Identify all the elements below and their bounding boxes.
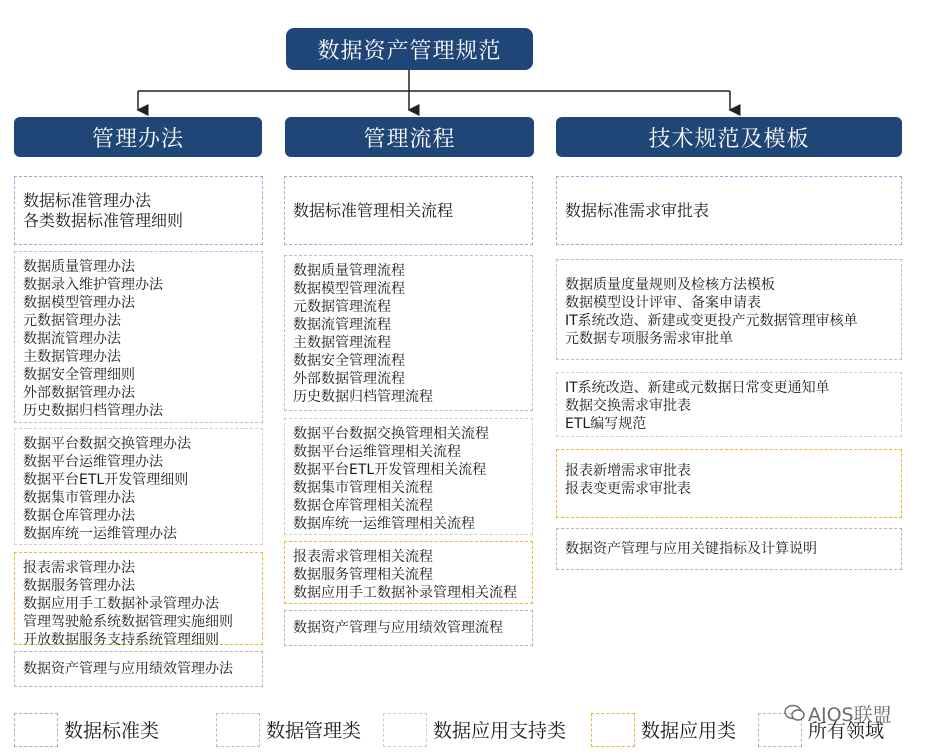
page-title: 数据资产管理规范 bbox=[286, 28, 533, 70]
box-line: 历史数据归档管理办法 bbox=[23, 403, 163, 419]
box-line: 数据模型管理办法 bbox=[23, 295, 135, 311]
box-line: 数据资产管理与应用关键指标及计算说明 bbox=[565, 541, 817, 557]
box-line: 管理驾驶舱系统数据管理实施细则 bbox=[23, 614, 233, 630]
box-line: 数据服务管理相关流程 bbox=[293, 567, 433, 583]
legend-swatch-standard bbox=[14, 713, 58, 747]
box-line: 报表需求管理相关流程 bbox=[293, 549, 433, 565]
box-line: 数据仓库管理办法 bbox=[23, 508, 135, 524]
box-line: IT系统改造、新建或变更投产元数据管理审核单 bbox=[565, 313, 858, 329]
legend-label-management: 数据管理类 bbox=[266, 720, 362, 742]
box-col2-data-management bbox=[284, 255, 533, 411]
watermark-text: AIOS联盟 bbox=[808, 704, 892, 726]
legend-swatch-app-support bbox=[383, 713, 427, 747]
box-line: 数据应用手工数据补录管理办法 bbox=[23, 596, 219, 612]
legend-label-app-support: 数据应用支持类 bbox=[433, 720, 567, 742]
box-line: 数据质量管理办法 bbox=[23, 259, 135, 275]
box-line: 外部数据管理流程 bbox=[293, 371, 405, 387]
box-line: 报表新增需求审批表 bbox=[565, 463, 691, 479]
box-line: 数据交换需求审批表 bbox=[565, 398, 691, 414]
box-line: 数据质量管理流程 bbox=[293, 263, 405, 279]
box-col2-app-support bbox=[284, 418, 533, 535]
box-line: 数据库统一运维管理办法 bbox=[23, 526, 177, 542]
box-line: 数据安全管理细则 bbox=[23, 367, 135, 383]
box-line: 元数据专项服务需求审批单 bbox=[565, 331, 733, 347]
box-line: 数据质量度量规则及检核方法模板 bbox=[565, 277, 775, 293]
box-line: 元数据管理办法 bbox=[23, 313, 121, 329]
box-line: 数据仓库管理相关流程 bbox=[293, 498, 433, 514]
box-col3-standard bbox=[556, 176, 902, 245]
box-col3-app-support bbox=[556, 372, 902, 437]
box-col3-data-application bbox=[556, 449, 902, 518]
box-col1-data-application bbox=[14, 552, 263, 648]
box-line: ETL编写规范 bbox=[565, 416, 647, 432]
box-line: 外部数据管理办法 bbox=[23, 385, 135, 401]
box-line: 数据安全管理流程 bbox=[293, 353, 405, 369]
box-line: 数据模型设计评审、备案申请表 bbox=[565, 295, 761, 311]
box-line: 报表需求管理办法 bbox=[23, 560, 135, 576]
box-col1-data-management bbox=[14, 251, 263, 423]
box-line: 数据应用手工数据补录管理相关流程 bbox=[293, 585, 517, 601]
legend-label-all-domains: 所有领域 bbox=[808, 720, 885, 742]
column-heading-management-methods: 管理办法 bbox=[14, 117, 262, 157]
box-line: 主数据管理办法 bbox=[23, 349, 121, 365]
legend-swatch-application bbox=[591, 713, 635, 747]
box-col1-all-domains bbox=[14, 651, 263, 687]
box-line: 数据流管理流程 bbox=[293, 317, 391, 333]
box-line: 各类数据标准管理细则 bbox=[23, 210, 184, 230]
box-line: 数据集市管理相关流程 bbox=[293, 480, 433, 496]
box-col2-all-domains bbox=[284, 610, 533, 646]
box-line: IT系统改造、新建或元数据日常变更通知单 bbox=[565, 380, 830, 396]
box-line: 数据平台ETL开发管理相关流程 bbox=[293, 462, 487, 478]
box-line: 数据标准管理相关流程 bbox=[293, 200, 454, 220]
box-line: 元数据管理流程 bbox=[293, 299, 391, 315]
box-line: 历史数据归档管理流程 bbox=[293, 389, 433, 405]
box-line: 数据平台运维管理办法 bbox=[23, 454, 163, 470]
box-col3-data-management bbox=[556, 259, 902, 360]
legend-label-standard: 数据标准类 bbox=[64, 720, 160, 742]
column-heading-management-process: 管理流程 bbox=[285, 117, 534, 157]
box-line: 主数据管理流程 bbox=[293, 335, 391, 351]
box-line: 数据库统一运维管理相关流程 bbox=[293, 516, 475, 532]
legend-label-application: 数据应用类 bbox=[641, 720, 737, 742]
box-line: 数据标准需求审批表 bbox=[565, 200, 710, 220]
box-line: 数据模型管理流程 bbox=[293, 281, 405, 297]
box-line: 数据平台ETL开发管理细则 bbox=[23, 472, 189, 488]
wechat-icon bbox=[784, 703, 806, 723]
box-line: 数据平台数据交换管理相关流程 bbox=[293, 426, 489, 442]
box-col1-standard bbox=[14, 176, 263, 245]
box-line: 数据服务管理办法 bbox=[23, 578, 135, 594]
column-heading-tech-specs: 技术规范及模板 bbox=[556, 117, 902, 157]
box-col3-all-domains bbox=[556, 528, 902, 570]
box-line: 数据平台数据交换管理办法 bbox=[23, 436, 191, 452]
box-line: 数据标准管理办法 bbox=[23, 190, 152, 210]
box-line: 数据流管理办法 bbox=[23, 331, 121, 347]
box-line: 开放数据服务支持系统管理细则 bbox=[23, 632, 219, 648]
box-line: 数据录入维护管理办法 bbox=[23, 277, 163, 293]
box-line: 数据平台运维管理相关流程 bbox=[293, 444, 461, 460]
box-col2-standard bbox=[284, 176, 533, 245]
legend-swatch-management bbox=[216, 713, 260, 747]
box-line: 报表变更需求审批表 bbox=[565, 481, 691, 497]
box-line: 数据资产管理与应用绩效管理办法 bbox=[23, 661, 233, 677]
box-line: 数据资产管理与应用绩效管理流程 bbox=[293, 620, 503, 636]
box-col2-data-application bbox=[284, 541, 533, 604]
box-col1-app-support bbox=[14, 428, 263, 545]
box-line: 数据集市管理办法 bbox=[23, 490, 135, 506]
